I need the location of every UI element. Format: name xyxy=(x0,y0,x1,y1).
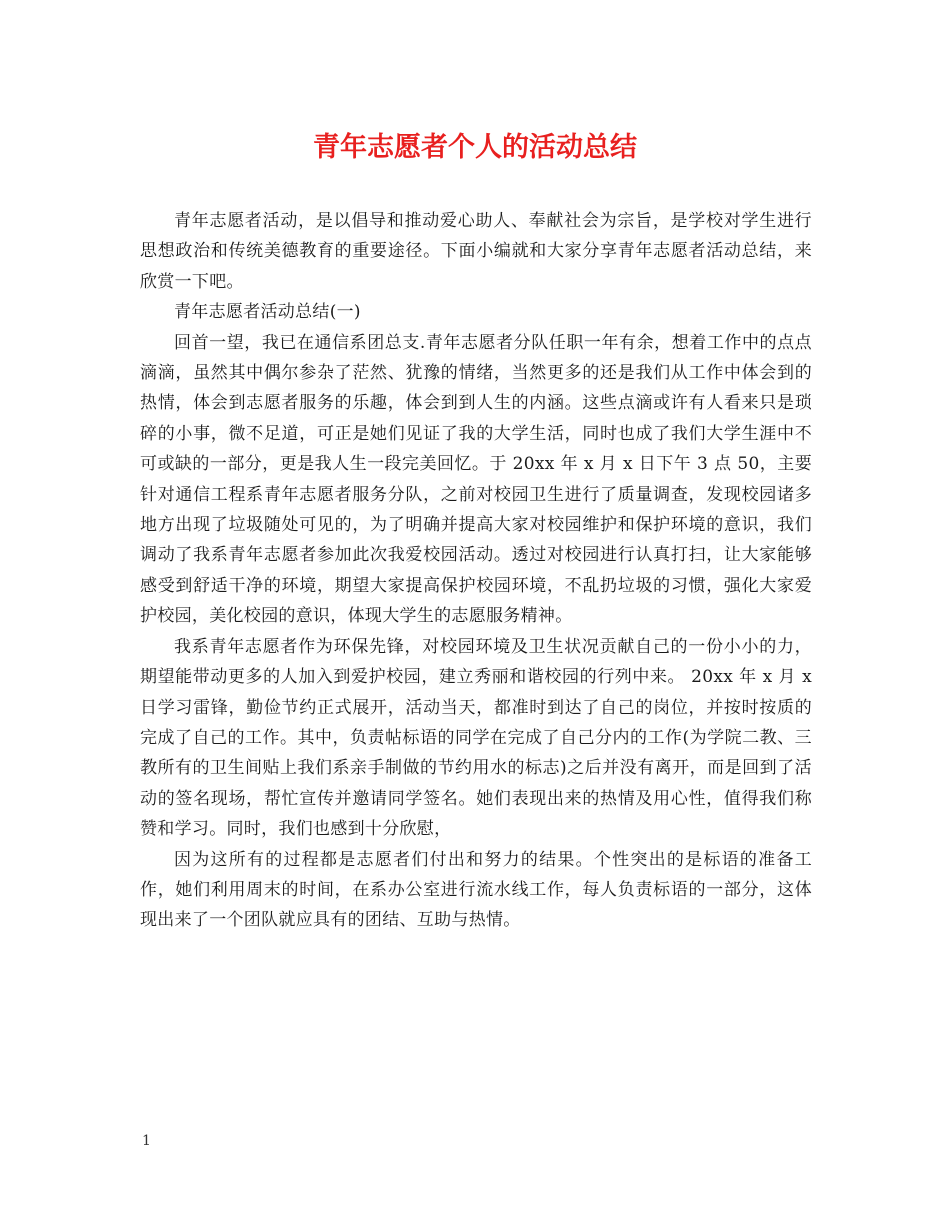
document-title: 青年志愿者个人的活动总结 xyxy=(313,132,637,163)
paragraph-intro: 青年志愿者活动，是以倡导和推动爱心助人、奉献社会为宗旨，是学校对学生进行思想政治和传统美德教育的重要途径。下面小编就和大家分享青年志愿者活动总结，来欣赏一下吧。 xyxy=(140,211,812,292)
paragraph-recollection: 回首一望，我已在通信系团总支.青年志愿者分队任职一年有余，想着工作中的点点滴滴，虽然其中偶尔参杂了茫然、犹豫的情绪，当然更多的还是我们从工作中体会到的热情，体会到志愿者服务的乐趣，体会到到人生的内涵。这些点滴或许有人看来只是琐碎的小事，微不足道，可正是她们见证了我的大学生活，同时也成了我们大学生涯中不可或缺的一部分，更是我人生一段完美回忆。于 20xx 年 x 月 x 日下午 3 点 50，主要针对通信工程系青年志愿者服务分队，之前对校园卫生进行了质量调查，发现校园诸多地方出现了垃圾随处可见的，为了明确并提高大家对校园维护和保护环境的意识，我们调动了我系青年志愿者参加此次我爱校园活动。透过对校园进行认真打扫，让大家能够感受到舒适干净的环境，期望大家提高保护校园环境，不乱扔垃圾的习惯，强化大家爱护校园，美化校园的意识，体现大学生的志愿服务精神。 xyxy=(140,332,812,627)
document-body xyxy=(140,206,812,936)
paragraph-teamwork: 因为这所有的过程都是志愿者们付出和努力的结果。个性突出的是标语的准备工作，她们利用周末的时间，在系办公室进行流水线工作，每人负责标语的一部分，这体现出来了一个团队就应具有的团结、互助与热情。 xyxy=(140,849,812,931)
section-heading: 青年志愿者活动总结(一) xyxy=(174,302,361,323)
paragraph-environment: 我系青年志愿者作为环保先锋，对校园环境及卫生状况贡献自己的一份小小的力，期望能带动更多的人加入到爱护校园，建立秀丽和谐校园的行列中来。 20xx 年 x 月 x 日学习雷锋，勤俭节约正式展开，活动当天，都准时到达了自己的岗位，并按时按质的完成了自己的工作。其中，负责帖标语的同学在完成了自己分内的工作(为学院二教、三教所有的卫生间贴上我们系亲手制做的节约用水的标志)之后并没有离开，而是回到了活动的签名现场，帮忙宣传并邀请同学签名。她们表现出来的热情及用心性，值得我们称赞和学习。同时，我们也感到十分欣慰， xyxy=(140,636,812,840)
page-number: 1 xyxy=(142,1133,151,1149)
